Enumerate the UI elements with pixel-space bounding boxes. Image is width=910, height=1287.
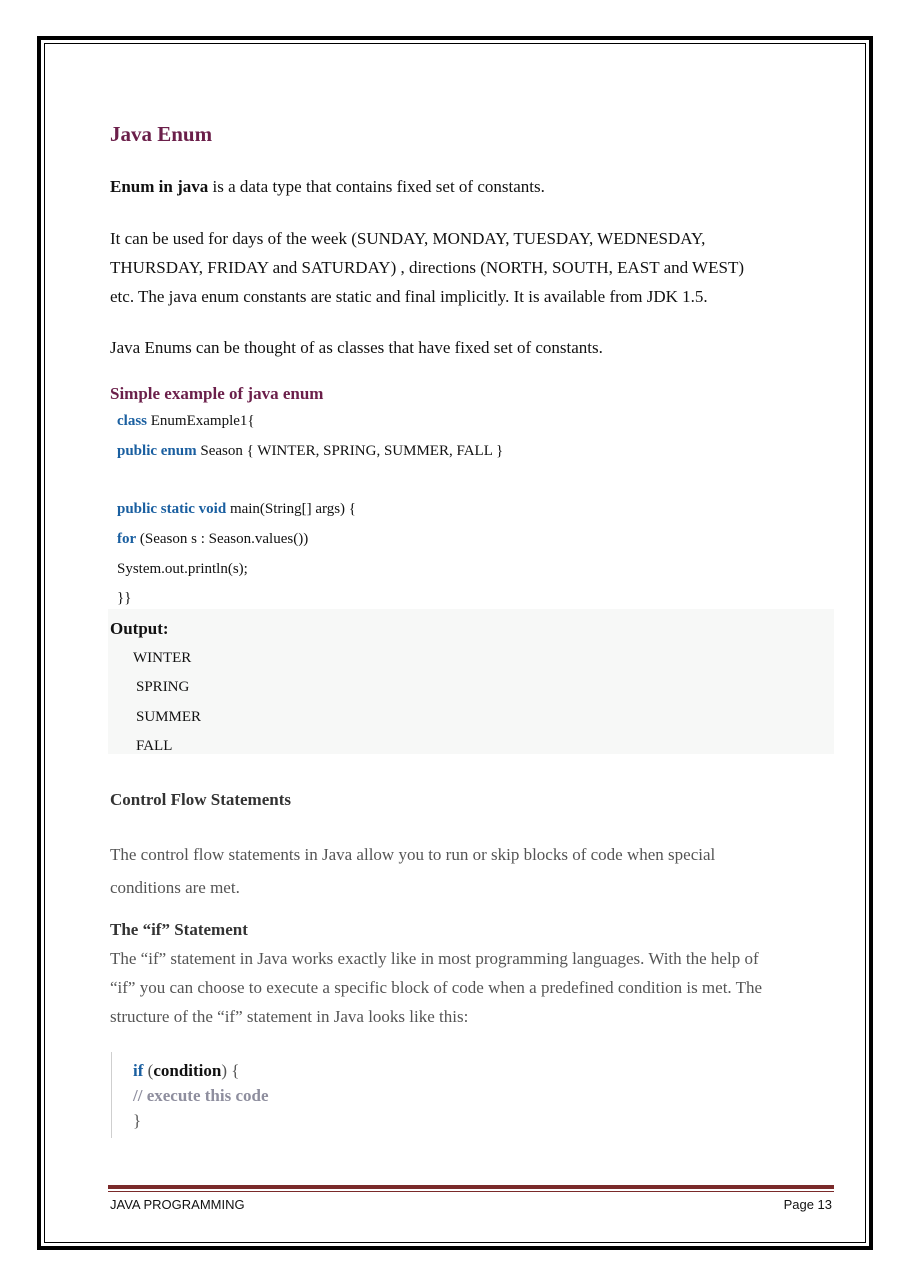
description-line-2: THURSDAY, FRIDAY and SATURDAY) , directions (NORTH, SOUTH, EAST and WEST): [110, 258, 744, 277]
control-flow-heading: Control Flow Statements: [110, 790, 291, 809]
code-line-4: [117, 531, 308, 548]
footer-rule-thin: [108, 1191, 834, 1192]
code-line-2: [117, 443, 503, 460]
code-line-1: [117, 413, 255, 430]
if-line-2: “if” you can choose to execute a specific block of code when a predefined condition is met. The: [110, 978, 763, 997]
output-label: Output:: [110, 619, 169, 638]
code-line-6: }}: [117, 590, 132, 606]
code-keyword: public static void: [117, 501, 227, 517]
code-text: EnumExample1{: [147, 413, 255, 429]
code-keyword: if: [133, 1061, 144, 1080]
code-text: Season { WINTER, SPRING, SUMMER, FALL }: [196, 443, 504, 459]
output-box: [108, 609, 834, 754]
intro-rest: is a data type that contains fixed set of constants.: [208, 177, 545, 196]
intro-paragraph: [110, 172, 545, 202]
if-line-3: structure of the “if” statement in Java looks like this:: [110, 1007, 469, 1026]
code-text: (Season s : Season.values()): [136, 531, 309, 547]
code-keyword: public enum: [117, 443, 197, 459]
example-heading: Simple example of java enum: [110, 384, 324, 403]
if-code-comment: // execute this code: [133, 1086, 269, 1105]
footer-rule: [108, 1185, 834, 1189]
code-keyword: for: [117, 531, 137, 547]
enum-summary: Java Enums can be thought of as classes that have fixed set of constants.: [110, 338, 603, 357]
if-code-line-3: }: [133, 1111, 142, 1130]
code-keyword: class: [117, 413, 147, 429]
output-item: SUMMER: [136, 709, 202, 725]
page-title: Java Enum: [110, 122, 213, 146]
page-number: Page 13: [783, 1197, 832, 1212]
intro-bold: Enum in java: [110, 177, 209, 196]
if-line-1: The “if” statement in Java works exactly like in most programming languages. With the help of: [110, 949, 759, 968]
code-condition: condition: [153, 1061, 222, 1080]
code-line-5: System.out.println(s);: [117, 561, 248, 577]
code-block-rule: [111, 1052, 112, 1138]
description-line-1: It can be used for days of the week (SUNDAY, MONDAY, TUESDAY, WEDNESDAY,: [110, 229, 706, 248]
description-line-3: etc. The java enum constants are static and final implicitly. It is available from JDK 1.5.: [110, 287, 708, 306]
footer-title: JAVA PROGRAMMING: [110, 1197, 245, 1212]
control-flow-line-2: conditions are met.: [110, 878, 240, 897]
code-text: (: [143, 1061, 154, 1080]
output-item: WINTER: [133, 650, 192, 666]
code-text: ) {: [221, 1061, 240, 1080]
if-heading: The “if” Statement: [110, 920, 248, 939]
if-code-line-1: [133, 1061, 239, 1081]
code-text: main(String[] args) {: [226, 501, 357, 517]
code-line-3: [117, 501, 356, 518]
output-item: SPRING: [136, 679, 190, 695]
output-item: FALL: [136, 738, 173, 754]
control-flow-line-1: The control flow statements in Java allow you to run or skip blocks of code when special: [110, 845, 716, 864]
